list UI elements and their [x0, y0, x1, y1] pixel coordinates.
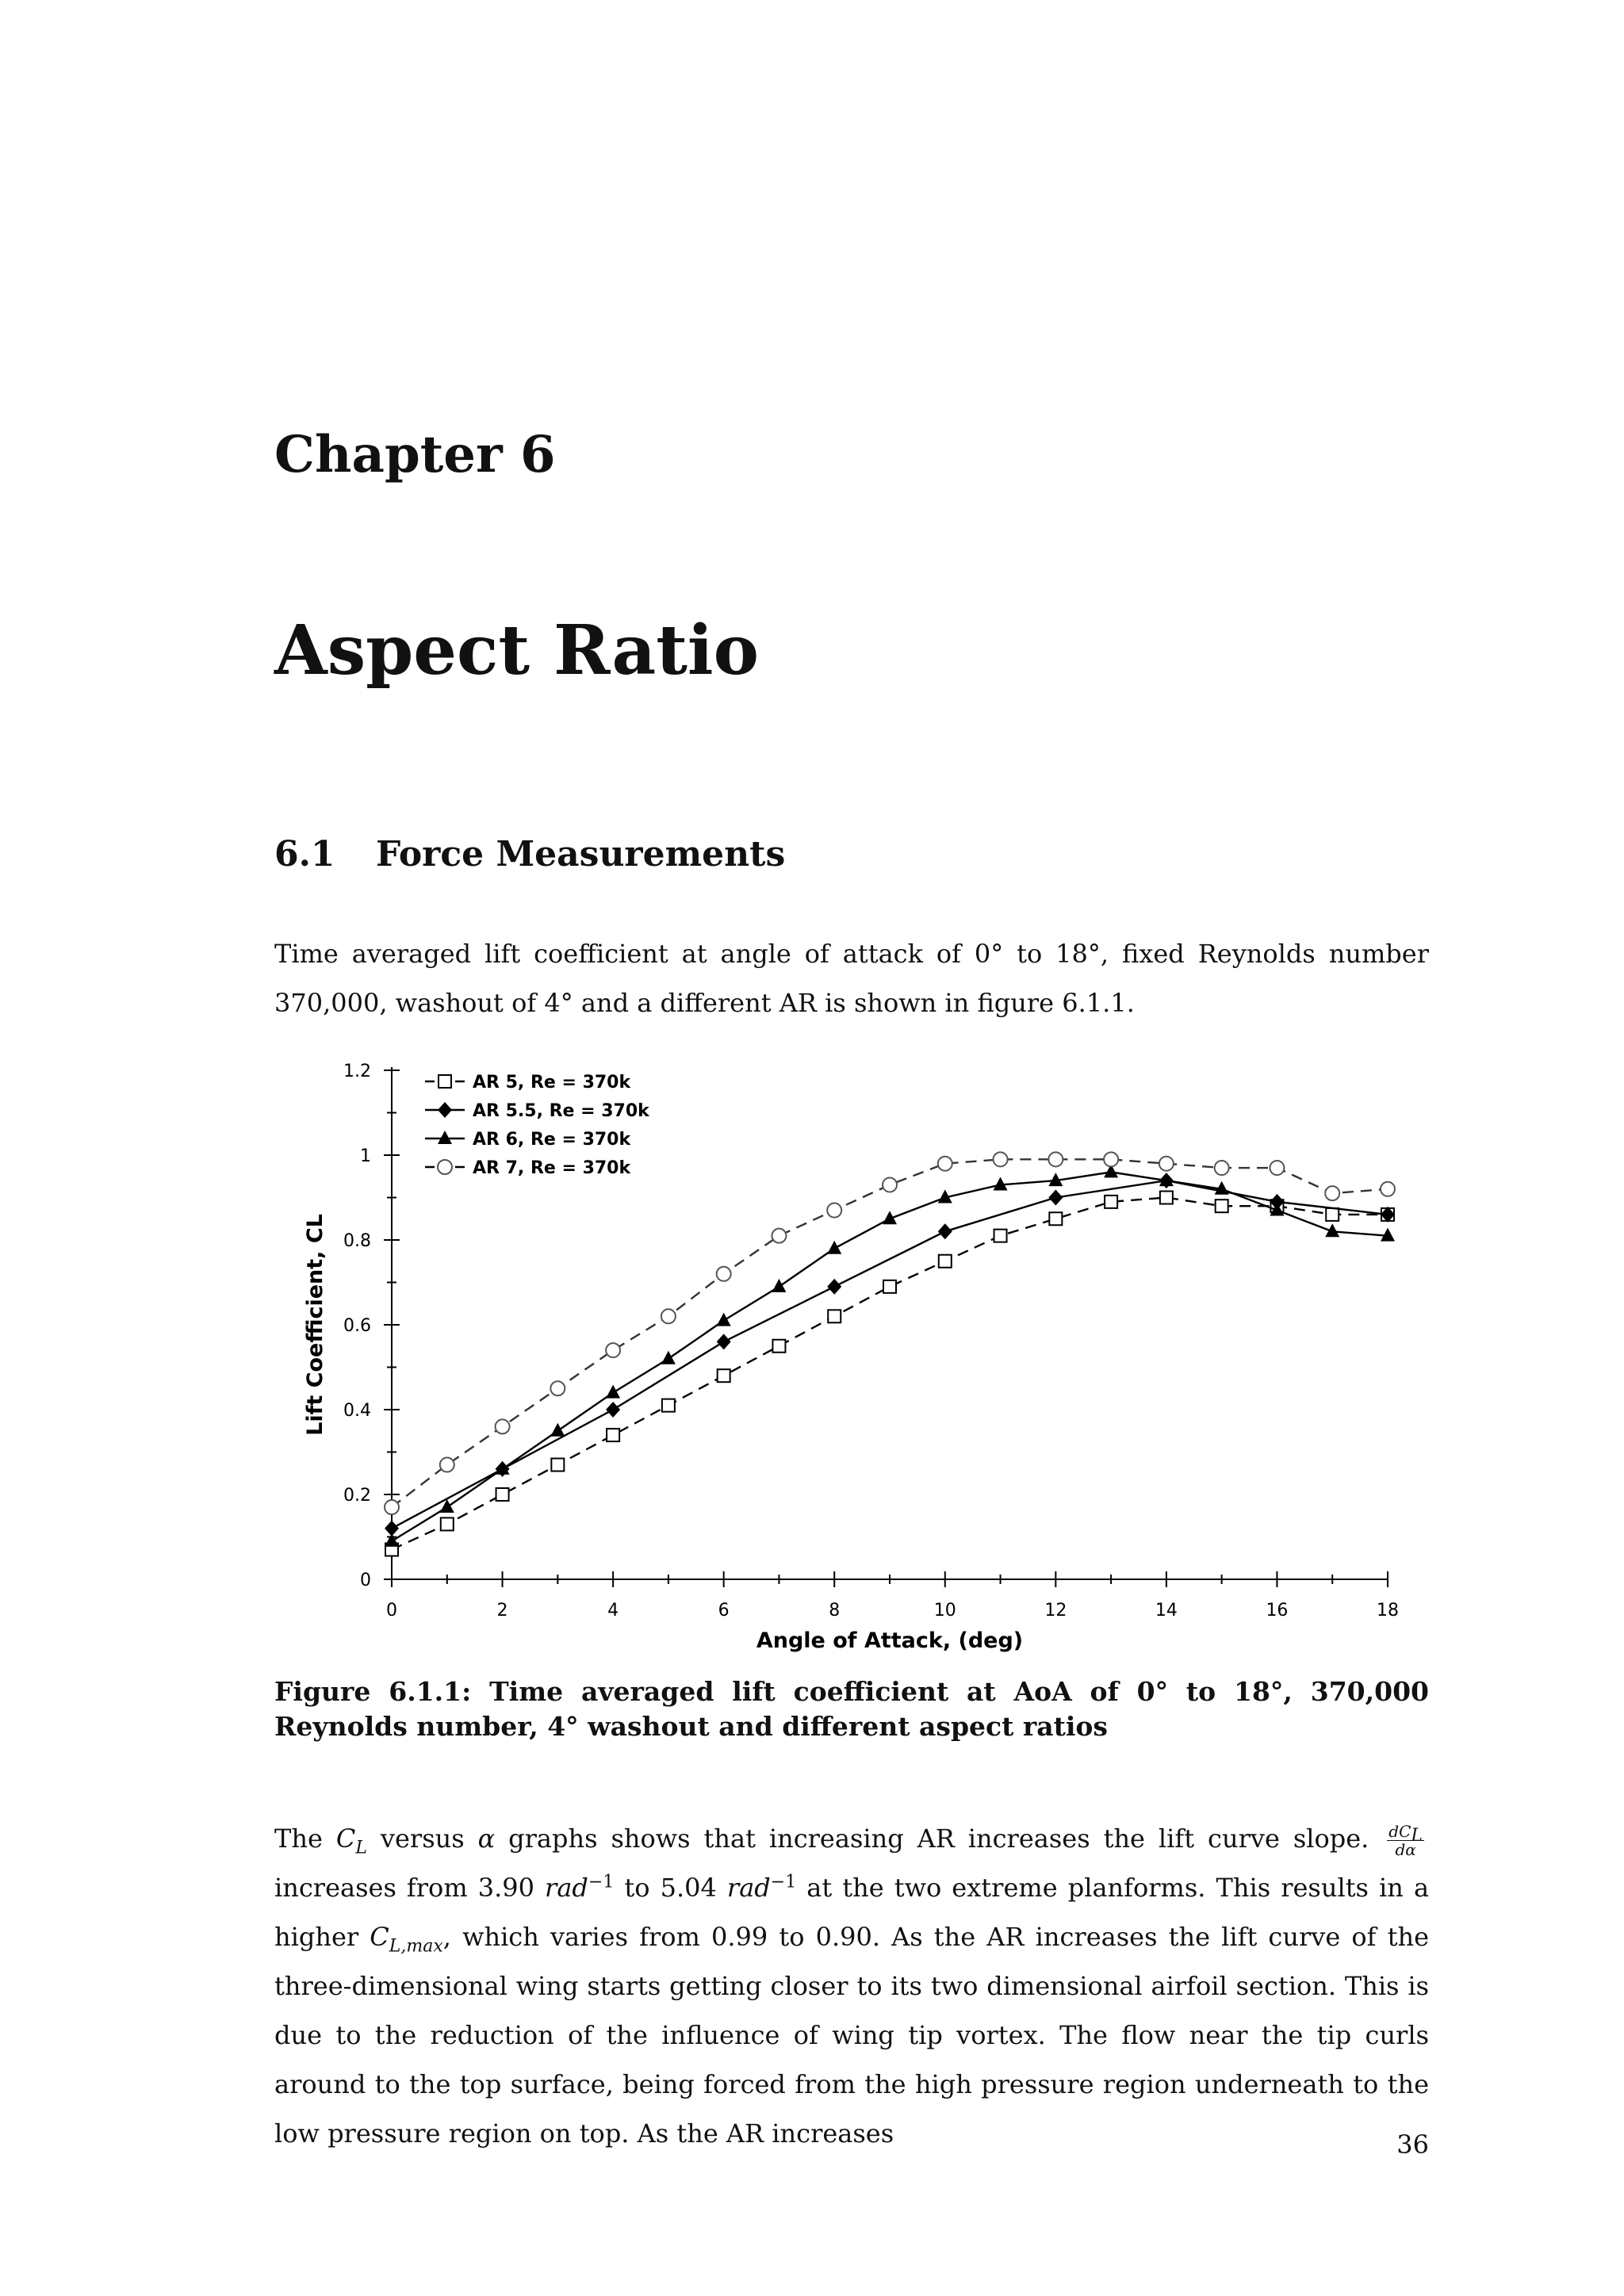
data-point-series-2: [606, 1402, 620, 1418]
y-tick-label: 0.4: [343, 1401, 371, 1421]
data-point-series-4: [550, 1381, 565, 1395]
data-point-series-4: [1215, 1161, 1229, 1175]
data-point-series-3: [385, 1533, 399, 1547]
series-line-3: [392, 1172, 1388, 1540]
y-tick-label: 0.6: [343, 1316, 371, 1336]
data-point-series-2: [827, 1279, 841, 1295]
data-point-series-2: [1048, 1190, 1063, 1206]
page-number: 36: [1396, 2130, 1429, 2160]
data-point-series-4: [994, 1152, 1008, 1166]
data-point-series-1: [883, 1280, 896, 1293]
data-point-series-4: [385, 1500, 399, 1514]
legend-marker-2: [438, 1102, 452, 1118]
y-tick-label: 1.2: [343, 1062, 371, 1081]
data-point-series-4: [827, 1203, 841, 1218]
data-point-series-1: [607, 1429, 619, 1441]
legend-marker-3: [438, 1131, 452, 1144]
x-tick-label: 8: [829, 1601, 841, 1621]
data-point-series-1: [828, 1310, 841, 1322]
section-number: 6.1: [274, 834, 335, 874]
data-point-series-3: [717, 1313, 731, 1326]
data-point-series-1: [718, 1369, 730, 1382]
data-point-series-4: [938, 1157, 952, 1171]
data-point-series-4: [606, 1343, 620, 1357]
data-point-series-1: [939, 1255, 952, 1268]
chapter-label: Chapter 6: [274, 425, 556, 484]
data-point-series-4: [496, 1419, 510, 1433]
y-tick-label: 0.2: [343, 1486, 371, 1506]
y-tick-label: 1: [360, 1146, 371, 1166]
derivative-fraction: $\frac{dC_L}{d\alpha}$: [1388, 1822, 1423, 1859]
x-tick-label: 18: [1377, 1601, 1399, 1621]
data-point-series-4: [440, 1458, 454, 1472]
paragraph-intro: Time averaged lift coefficient at angle of attack of 0° to 18°, fixed Reynolds number 370,000, washout of 4° and a different AR is shown in figure 6.1.1.: [274, 939, 1429, 1018]
y-tick-label: 0: [360, 1571, 371, 1590]
data-point-series-1: [662, 1399, 675, 1412]
legend-label-4: AR 7, Re = 370k: [473, 1158, 631, 1178]
data-point-series-3: [827, 1241, 841, 1254]
data-point-series-1: [772, 1340, 785, 1353]
data-point-series-4: [1048, 1152, 1063, 1166]
x-tick-label: 6: [718, 1601, 730, 1621]
data-point-series-4: [1270, 1161, 1284, 1175]
x-tick-label: 16: [1266, 1601, 1289, 1621]
data-point-series-4: [1104, 1152, 1118, 1166]
data-point-series-4: [1159, 1157, 1174, 1171]
legend-marker-1: [439, 1075, 451, 1088]
data-point-series-1: [994, 1230, 1007, 1242]
figure-caption: Figure 6.1.1: Time averaged lift coefficient at AoA of 0° to 18°, 370,000 Reynolds number, 4° washout and different aspect ratios: [274, 1676, 1429, 1742]
data-point-series-1: [1326, 1208, 1339, 1221]
x-tick-label: 10: [933, 1601, 956, 1621]
x-tick-label: 0: [386, 1601, 397, 1621]
lift-coefficient-chart: [274, 1047, 1429, 1665]
legend-label-1: AR 5, Re = 370k: [473, 1073, 631, 1093]
x-tick-label: 4: [607, 1601, 619, 1621]
data-point-series-1: [1105, 1196, 1117, 1208]
data-point-series-1: [1216, 1200, 1228, 1212]
y-tick-label: 0.8: [343, 1231, 371, 1251]
data-point-series-4: [717, 1267, 731, 1281]
data-point-series-1: [496, 1488, 509, 1501]
data-point-series-4: [883, 1177, 897, 1192]
data-point-series-3: [772, 1279, 786, 1292]
paragraph-discussion: The $C_L$ versus α graphs shows that increasing AR increases the lift curve slope. $\frac{dC_L}{d\alpha}$ increases from 3.90 rad$^{-1}$ to 5.04 rad$^{-1}$ at the two extreme planforms. This results in a higher $C_{L,max}$, which varies from 0.99 to 0.90. As the AR increases the lift curve of the three-dimensional wing starts getting closer to its two dimensional airfoil section. This is due to the reduction of the influence of wing tip vortex. The flow near the tip curls around to the top surface, being forced from the high pressure region underneath to the low pressure region on top. As the AR increases: [274, 1822, 1430, 2149]
x-tick-label: 2: [496, 1601, 508, 1621]
data-point-series-1: [1160, 1192, 1173, 1204]
data-point-series-2: [938, 1223, 952, 1239]
y-axis-label: Lift Coefficient, CL: [303, 1214, 327, 1436]
data-point-series-3: [606, 1385, 620, 1399]
data-point-series-3: [550, 1423, 565, 1437]
legend-label-2: AR 5.5, Re = 370k: [473, 1101, 649, 1121]
data-point-series-4: [772, 1229, 786, 1243]
section-heading: [274, 834, 785, 874]
data-point-series-3: [661, 1351, 676, 1364]
x-axis-label: Angle of Attack, (deg): [756, 1628, 1024, 1653]
data-point-series-2: [717, 1334, 731, 1349]
chapter-title: Aspect Ratio: [274, 610, 759, 691]
legend-marker-4: [438, 1160, 452, 1174]
data-point-series-4: [1381, 1182, 1395, 1196]
series-line-1: [392, 1198, 1388, 1550]
data-point-series-1: [441, 1517, 454, 1530]
data-point-series-4: [661, 1309, 676, 1323]
x-tick-label: 14: [1155, 1601, 1178, 1621]
legend-label-3: AR 6, Re = 370k: [473, 1130, 631, 1150]
series-line-2: [392, 1181, 1388, 1529]
x-tick-label: 12: [1044, 1601, 1067, 1621]
section-title: Force Measurements: [376, 834, 786, 874]
data-point-series-4: [1325, 1186, 1339, 1200]
data-point-series-1: [1049, 1212, 1062, 1225]
data-point-series-1: [551, 1459, 564, 1471]
